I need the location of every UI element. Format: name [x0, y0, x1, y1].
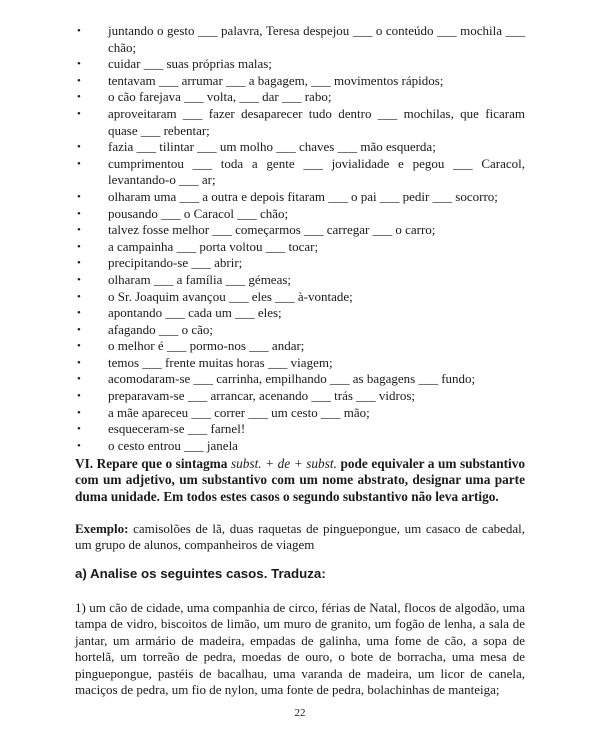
exercise-item	[0, 405, 600, 422]
exercise-item	[0, 338, 600, 355]
exercise-item-text: o Sr. Joaquim avançou ___ eles ___ à-vontade;	[108, 288, 353, 304]
exercise-item-text: aproveitaram ___ fazer desaparecer tudo dentro ___ mochilas, que ficaram quase ___ rebentar;	[108, 105, 525, 138]
bullet-icon: •	[77, 257, 81, 270]
bullet-icon: •	[77, 107, 81, 120]
exercise-item-text: pousando ___ o Caracol ___ chão;	[108, 205, 289, 221]
bullet-icon: •	[77, 157, 81, 170]
exercise-item	[0, 322, 600, 339]
exercise-item-text: o cão farejava ___ volta, ___ dar ___ rabo;	[108, 89, 332, 105]
exercise-item-text: preparavam-se ___ arrancar, acenando ___ trás ___ vidros;	[108, 388, 416, 404]
exercise-item-text: o cesto entrou ___ janela	[108, 437, 238, 453]
exercise-item	[0, 305, 600, 322]
exercise-item	[0, 106, 600, 139]
exercise-item-text: a mãe apareceu ___ correr ___ um cesto ___ mão;	[108, 404, 370, 420]
example-text: camisolões de lã, duas raquetas de pinguepongue, um casaco de cabedal, um grupo de alunos, companheiros de viagem	[75, 521, 525, 553]
exercise-item	[0, 255, 600, 272]
exercise-item-text: juntando o gesto ___ palavra, Teresa despejou ___ o conteúdo ___ mochila ___ chão;	[108, 23, 525, 55]
exercise-item-text: o melhor é ___ pormo-nos ___ andar;	[108, 338, 305, 354]
exercise-item-text: cumprimentou ___ toda a gente ___ jovialidade e pegou ___ Caracol, levantando-o ___ ar;	[108, 155, 525, 188]
exercise-item	[0, 289, 600, 306]
exercise-item-text: apontando ___ cada um ___ eles;	[108, 305, 282, 321]
exercise-item	[0, 156, 600, 189]
bullet-icon: •	[77, 91, 81, 104]
exercise-item	[0, 272, 600, 289]
exercise-item	[0, 56, 600, 73]
exercise-item-text: precipitando-se ___ abrir;	[108, 255, 243, 271]
bullet-icon: •	[77, 373, 81, 386]
bullet-icon: •	[77, 74, 81, 87]
exercise-item-text: fazia ___ tilintar ___ um molho ___ chaves ___ mão esquerda;	[108, 139, 436, 155]
exercise-item	[0, 371, 600, 388]
exercise-item-text: esqueceram-se ___ farnel!	[108, 421, 246, 437]
page-number: 22	[294, 707, 306, 719]
exercise-item-text: a campainha ___ porta voltou ___ tocar;	[108, 238, 319, 254]
bullet-icon: •	[77, 356, 81, 369]
exercise-item	[0, 438, 600, 455]
bullet-icon: •	[77, 224, 81, 237]
exercise-item	[0, 421, 600, 438]
exercise-item-text: olharam ___ a família ___ gémeas;	[108, 271, 292, 287]
subsection-a-paragraph: 1) um cão de cidade, uma companhia de circo, férias de Natal, flocos de algodão, uma tampa de vidro, biscoitos de limão, um muro de granito, um fogão de lenha, a sala de jantar, um armário de madeira, empadas de galinha, uma fome de cão, a sopa de hortelã, um torreão de pedra, moedas de ouro, o bote de borracha, uma mesa de pinguepongue, pastéis de bacalhau, uma varanda de madeira, um licor de canela, maciços de pedra, um fio de nylon, uma fonte de pedra, bolachinhas de manteiga;	[75, 600, 525, 698]
section-vi-heading-formula: subst. + de + subst.	[230, 456, 337, 471]
exercise-item-text: afagando ___ o cão;	[108, 321, 214, 337]
example-label: Exemplo:	[75, 521, 129, 536]
bullet-icon: •	[77, 423, 81, 436]
exercise-item	[0, 189, 600, 206]
bullet-icon: •	[77, 273, 81, 286]
exercise-item	[0, 222, 600, 239]
exercise-item-text: olharam uma ___ a outra e depois fitaram ___ o pai ___ pedir ___ socorro;	[108, 188, 498, 204]
exercise-item	[0, 239, 600, 256]
exercise-list	[0, 23, 600, 454]
exercise-item	[0, 206, 600, 223]
exercise-item-text: tentavam ___ arrumar ___ a bagagem, ___ movimentos rápidos;	[108, 72, 444, 88]
exercise-item	[0, 388, 600, 405]
bullet-icon: •	[77, 439, 81, 452]
bullet-icon: •	[77, 190, 81, 203]
exercise-item-text: talvez fosse melhor ___ começarmos ___ carregar ___ o carro;	[108, 222, 436, 238]
exercise-item-text: cuidar ___ suas próprias malas;	[108, 56, 272, 72]
exercise-item	[0, 73, 600, 90]
bullet-icon: •	[77, 290, 81, 303]
bullet-icon: •	[77, 58, 81, 71]
exercise-item	[0, 139, 600, 156]
exercise-item	[0, 355, 600, 372]
section-vi-heading	[75, 456, 525, 505]
bullet-icon: •	[77, 406, 81, 419]
bullet-icon: •	[77, 390, 81, 403]
exercise-item	[0, 23, 600, 56]
subsection-a-title: a) Analise os seguintes casos. Traduza:	[75, 566, 326, 581]
bullet-icon: •	[77, 340, 81, 353]
exercise-item-text: temos ___ frente muitas horas ___ viagem;	[108, 354, 333, 370]
exercise-item	[0, 89, 600, 106]
section-vi-heading-start: VI. Repare que o sintagma	[75, 456, 231, 471]
bullet-icon: •	[77, 141, 81, 154]
bullet-icon: •	[77, 323, 81, 336]
bullet-icon: •	[77, 240, 81, 253]
bullet-icon: •	[77, 207, 81, 220]
example-paragraph	[75, 521, 525, 554]
bullet-icon: •	[77, 307, 81, 320]
exercise-item-text: acomodaram-se ___ carrinha, empilhando ___ as bagagens ___ fundo;	[108, 371, 476, 387]
section-vi-heading-end: pode equivaler a um substantivo com um adjetivo, um substantivo com um nome abstrato, designar uma parte duma unidade. Em todos estes casos o segundo substantivo não leva artigo.	[75, 456, 526, 504]
bullet-icon: •	[77, 25, 81, 37]
